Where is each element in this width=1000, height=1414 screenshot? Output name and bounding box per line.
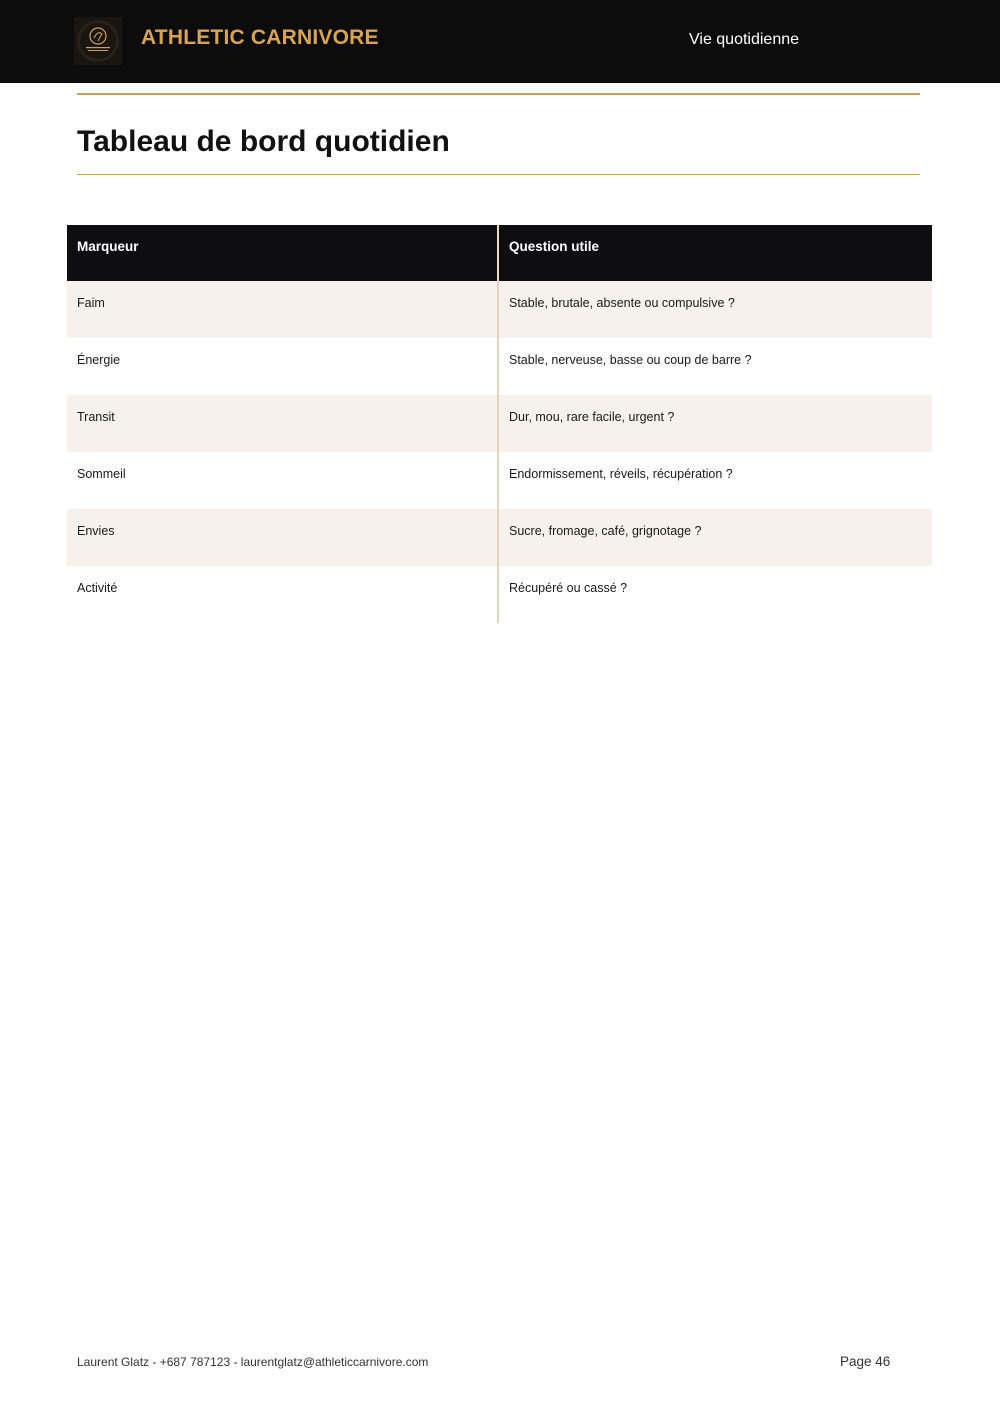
- gold-divider-top: [77, 93, 920, 95]
- marker-cell: Énergie: [67, 338, 499, 395]
- marker-cell: Envies: [67, 509, 499, 566]
- page-number: Page 46: [840, 1354, 891, 1369]
- brand-name: ATHLETIC CARNIVORE: [141, 26, 379, 49]
- table-row: [67, 452, 932, 509]
- marker-cell: Faim: [67, 281, 499, 338]
- gold-divider-bottom: [77, 174, 920, 175]
- table-row: [67, 338, 932, 395]
- athletic-carnivore-logo-icon: [76, 19, 120, 63]
- table-row: [67, 395, 932, 452]
- marker-cell: Transit: [67, 395, 499, 452]
- column-header-marker: Marqueur: [67, 225, 499, 281]
- question-cell: Stable, nerveuse, basse ou coup de barre ?: [509, 353, 752, 367]
- question-cell: Dur, mou, rare facile, urgent ?: [509, 410, 675, 424]
- question-cell: Stable, brutale, absente ou compulsive ?: [509, 296, 735, 310]
- brand-logo: [74, 17, 122, 65]
- section-title: Vie quotidienne: [689, 31, 800, 48]
- question-cell: Récupéré ou cassé ?: [509, 581, 628, 595]
- question-cell: Endormissement, réveils, récupération ?: [509, 467, 733, 481]
- question-cell: Sucre, fromage, café, grignotage ?: [509, 524, 702, 538]
- table-row: [67, 509, 932, 566]
- table-header-row: [67, 225, 932, 281]
- column-header-question: Question utile: [509, 239, 600, 254]
- footer-contact: Laurent Glatz - +687 787123 - laurentglatz@athleticcarnivore.com: [77, 1355, 429, 1369]
- table-row: [67, 281, 932, 338]
- marker-cell: Activité: [67, 566, 499, 623]
- page-header: [0, 0, 1000, 83]
- table-row: [67, 566, 932, 623]
- marker-cell: Sommeil: [67, 452, 499, 509]
- page-title: Tableau de bord quotidien: [77, 125, 450, 158]
- dashboard-table: [67, 225, 932, 623]
